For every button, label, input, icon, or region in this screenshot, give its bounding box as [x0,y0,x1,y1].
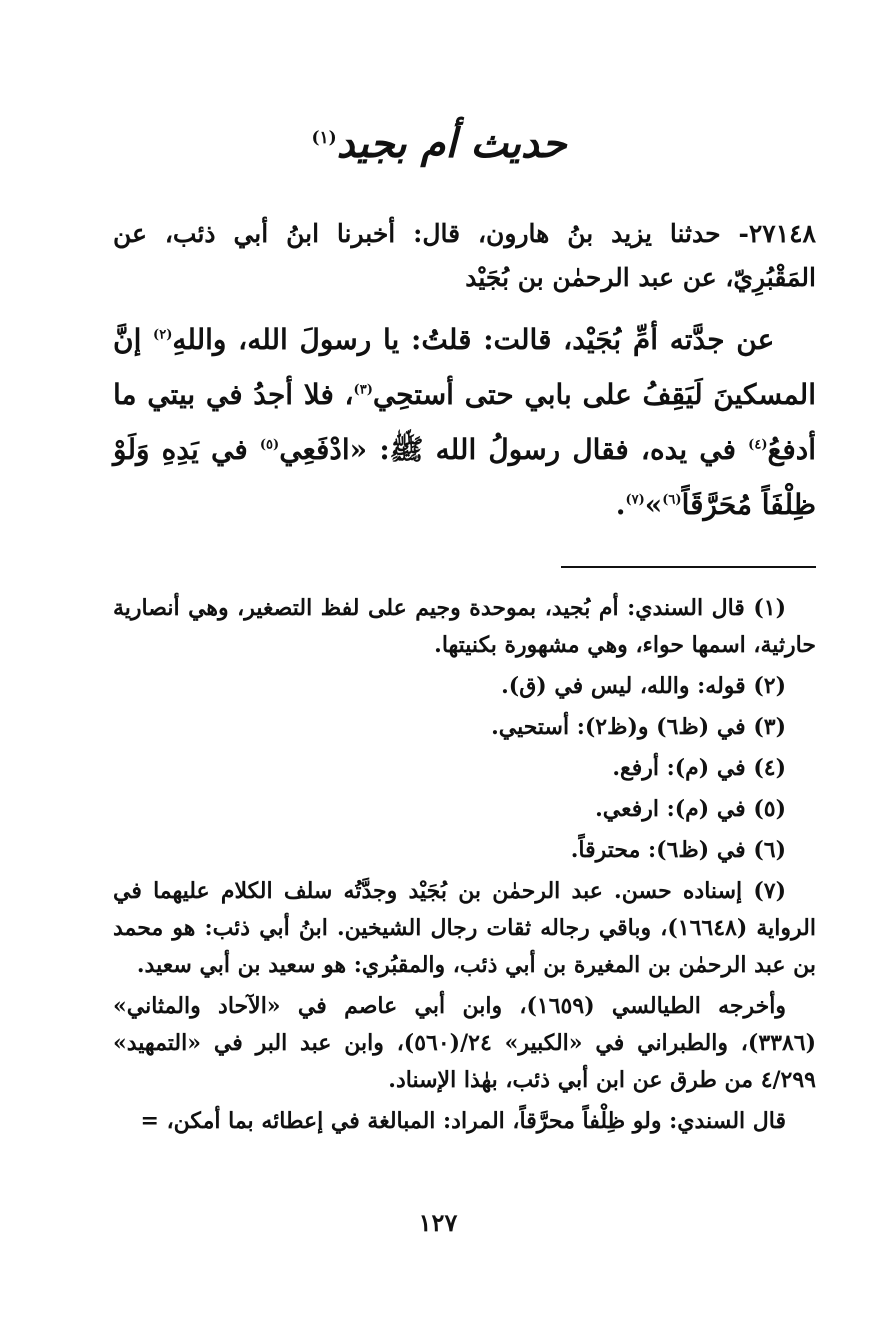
footnote-divider [561,566,816,568]
footnote-7: (٧) إسناده حسن. عبد الرحمٰن بن بُجَيْد وجدَّتُه سلف الكلام عليهما في الرواية (١٦٦٤٨)، وباقي رجاله ثقات رجال الشيخين. ابنُ أبي ذئب: هو محمد بن عبد الرحمٰن بن المغيرة بن أبي ذئب، والمقبُري: هو سعيد بن أبي سعيد. [113,878,816,978]
footnote-ref-6: (٦) [662,492,682,508]
footnote-ref-5: (٥) [259,437,280,453]
footnote-ref-2: (٢) [153,327,173,343]
matn-part-5: في يَدِهِ وَلَوْ ظِلْفَاً مُحَرَّقَاً [113,433,816,521]
title-footnote-ref: (١) [311,127,337,148]
page-title [0,120,876,167]
title-text: حديث أم بجيد [336,120,567,167]
footnote-5: (٥) في (م): ارفعي. [595,796,786,822]
footnote-7-sindi: قال السندي: ولو ظِلْفاً محرَّقاً، المراد: المبالغة في إعطائه بما أمكن، = [140,1108,786,1134]
footnote-7-takhrij: وأخرجه الطيالسي (١٦٥٩)، وابن أبي عاصم في «الآحاد والمثاني» (٣٣٨٦)، والطبراني في «الكبير» ٢٤/(٥٦٠)، وابن عبد البر في «التمهيد» ٤/٢٩٩ من طرق عن ابن أبي ذئب، بهٰذا الإسناد. [113,993,817,1093]
footnote-ref-4: (٤) [748,437,768,453]
matn-end: . [615,488,626,521]
matn-part-4: في يده، فقال رسولُ الله ﷺ: «ادْفَعِي [279,433,736,466]
footnote-ref-3: (٣) [353,382,373,398]
footnote-1: (١) قال السندي: أم بُجيد، بموحدة وجيم على لفظ التصغير، وهي أنصارية حارثية، اسمها حواء، وهي مشهورة بكنيتها. [113,595,816,658]
hadith-matn [113,312,816,532]
footnote-4: (٤) في (م): أرفع. [612,755,786,781]
footnote-ref-7: (٧) [625,492,645,508]
hadith-number: ٢٧١٤٨- [738,219,816,248]
footnote-6: (٦) في (ظ٦): محترقاً. [570,837,786,863]
hadith-isnad [113,212,816,300]
footnote-3: (٣) في (ظ٦) و(ظ٢): أستحيي. [491,714,786,740]
footnote-2: (٢) قوله: والله، ليس في (ق). [501,673,786,699]
matn-part-2: إنَّ المسكينَ لَيَقِفُ على بابي حتى أستحِي [113,323,816,411]
matn-part-6: » [644,488,663,521]
footnotes-section [113,590,816,1144]
matn-part-1: عن جدَّته أمِّ بُجَيْد، قالت: قلتُ: يا رسولَ الله، واللهِ [172,323,775,356]
isnad-text: حدثنا يزيد بنُ هارون، قال: أخبرنا ابنُ أبي ذئب، عن المَقْبُرِيّ، عن عبد الرحمٰن بن بُجَيْد [113,219,816,292]
matn-part-3: ، فلا أجدُ في بيتي ما أدفعُ [113,378,817,466]
page-number: ١٢٧ [418,1208,458,1237]
